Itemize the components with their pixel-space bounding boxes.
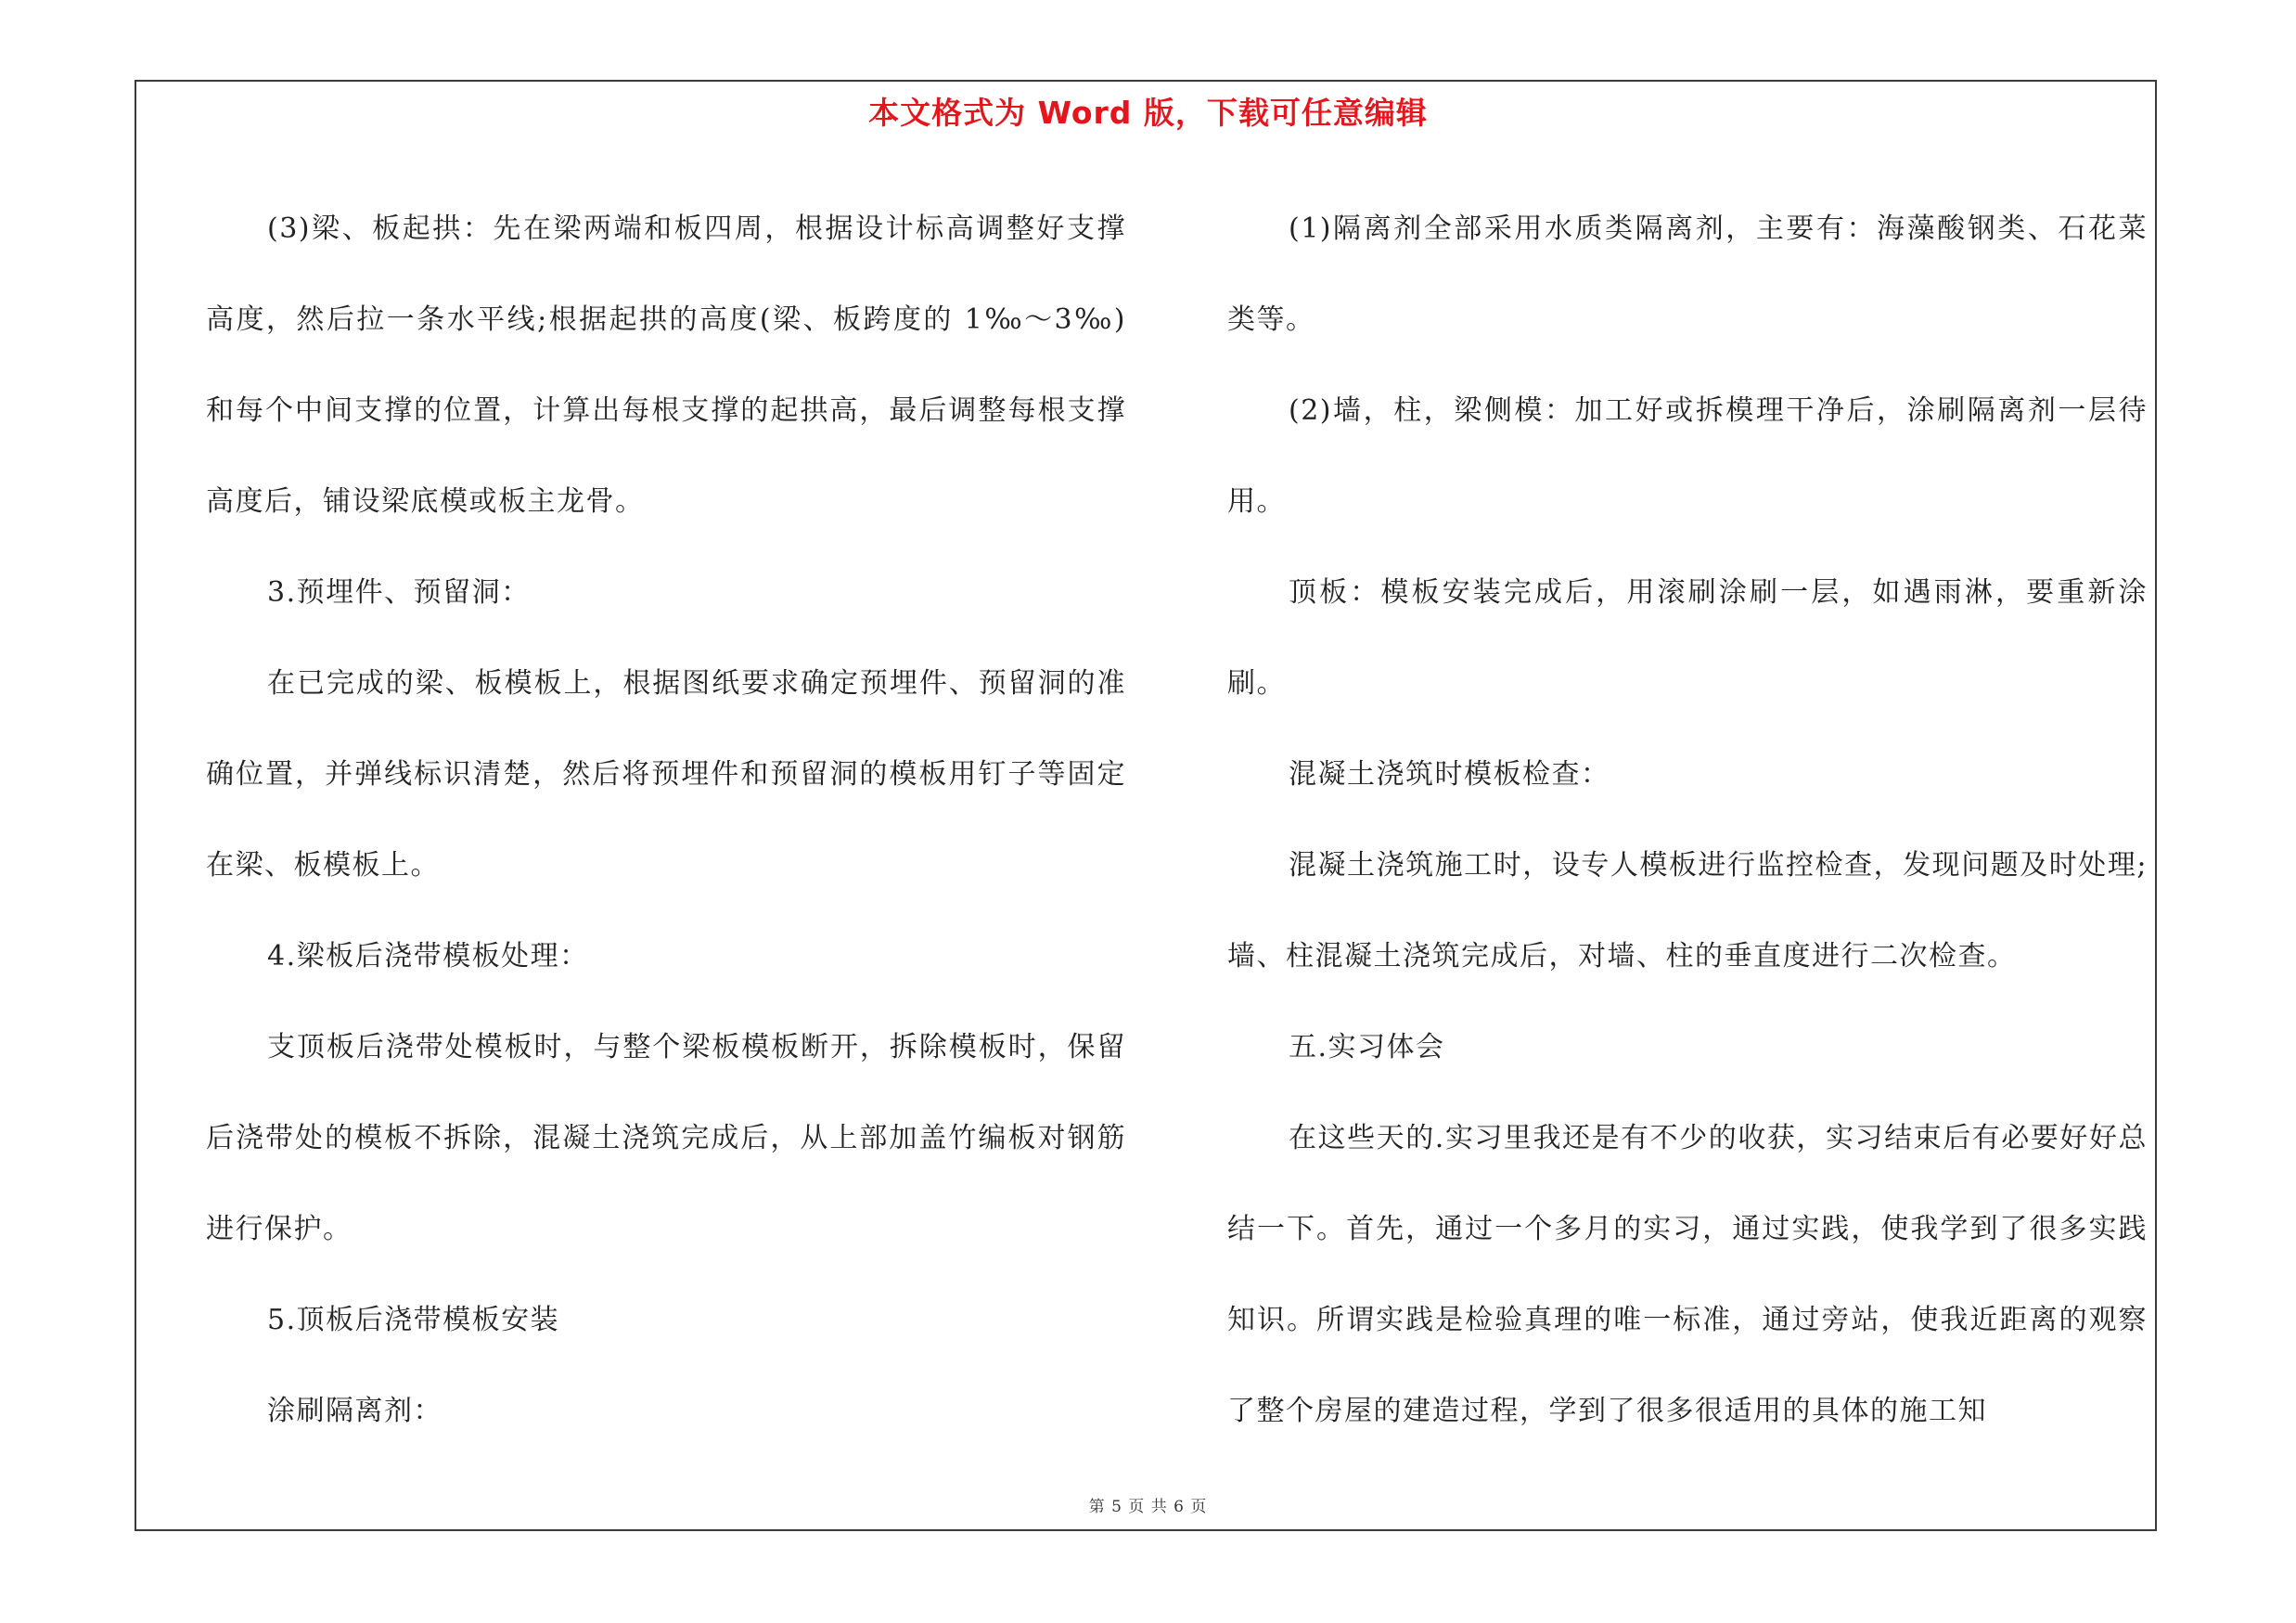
paragraph: 涂刷隔离剂： xyxy=(267,1395,443,1427)
page-number-footer: 第 5 页 共 6 页 xyxy=(1088,1498,1208,1516)
paragraph: (3)梁、板起拱：先在梁两端和板四周，根据设计标高调整好支撑高度，然后拉一条水平线;根据起拱的高度(梁、板跨度的 1‰～3‰)和每个中间支撑的位置，计算出每根支撑的起拱高，最后调整每根支撑高度后，铺设梁底模或板主龙骨。 xyxy=(206,213,1126,518)
right-column xyxy=(1227,184,2148,1457)
paragraph: 混凝土浇筑施工时，设专人模板进行监控检查，发现问题及时处理;墙、柱混凝土浇筑完成后，对墙、柱的垂直度进行二次检查。 xyxy=(1227,849,2148,973)
section-heading: 5.顶板后浇带模板安装 xyxy=(267,1304,560,1336)
paragraph: (1)隔离剂全部采用水质类隔离剂，主要有：海藻酸钢类、石花菜类等。 xyxy=(1227,213,2148,336)
section-heading: 混凝土浇筑时模板检查： xyxy=(1289,758,1610,791)
section-heading: 4.梁板后浇带模板处理： xyxy=(267,940,589,973)
paragraph: 在已完成的梁、板模板上，根据图纸要求确定预埋件、预留洞的准确位置，并弹线标识清楚，然后将预埋件和预留洞的模板用钉子等固定在梁、板模板上。 xyxy=(206,667,1126,882)
section-heading: 3.预埋件、预留洞： xyxy=(267,576,531,609)
format-banner: 本文格式为 Word 版，下载可任意编辑 xyxy=(868,95,1428,131)
paragraph: (2)墙，柱，梁侧模：加工好或拆模理干净后，涂刷隔离剂一层待用。 xyxy=(1227,394,2148,518)
paragraph: 顶板：模板安装完成后，用滚刷涂刷一层，如遇雨淋，要重新涂刷。 xyxy=(1227,576,2148,700)
section-heading: 五.实习体会 xyxy=(1289,1031,1445,1063)
paragraph: 在这些天的.实习里我还是有不少的收获，实习结束后有必要好好总结一下。首先，通过一个多月的实习，通过实践，使我学到了很多实践知识。所谓实践是检验真理的唯一标准，通过旁站，使我近距离的观察了整个房屋的建造过程，学到了很多很适用的具体的施工知 xyxy=(1227,1122,2148,1427)
left-column xyxy=(206,184,1126,1457)
paragraph: 支顶板后浇带处模板时，与整个梁板模板断开，拆除模板时，保留后浇带处的模板不拆除，混凝土浇筑完成后，从上部加盖竹编板对钢筋进行保护。 xyxy=(206,1031,1126,1245)
